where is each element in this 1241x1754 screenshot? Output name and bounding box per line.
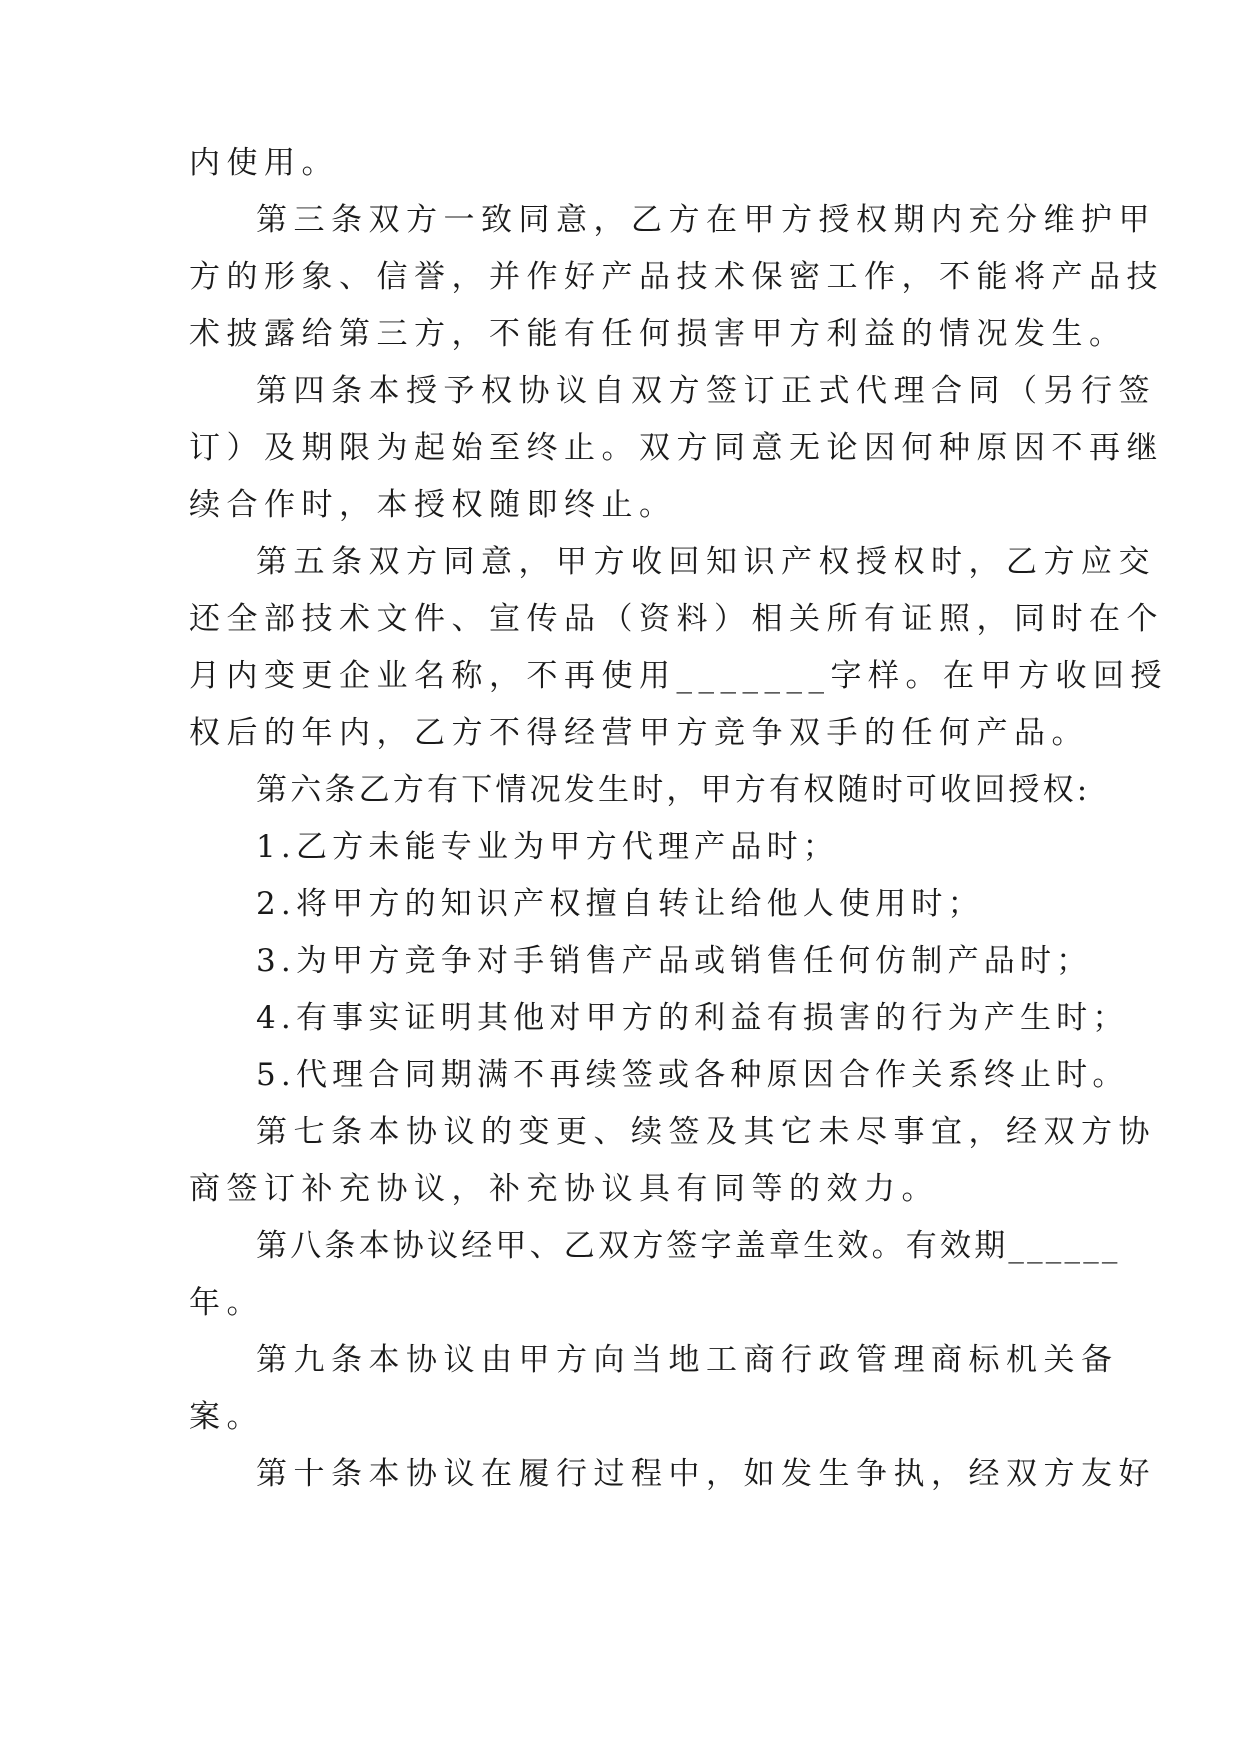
text-line: 商签订补充协议，补充协议具有同等的效力。	[189, 1171, 939, 1207]
list-item: 3.为甲方竞争对手销售产品或销售任何仿制产品时；	[256, 943, 1093, 979]
text-line: 订）及期限为起始至终止。双方同意无论因何种原因不再继	[189, 430, 1164, 466]
text-line: 还全部技术文件、宣传品（资料）相关所有证照，同时在个	[189, 601, 1164, 637]
text-line: 方的形象、信誉，并作好产品技术保密工作，不能将产品技	[189, 259, 1164, 295]
article-10-line: 第十条本协议在履行过程中，如发生争执，经双方友好	[256, 1456, 1156, 1492]
article-6-line: 第六条乙方有下情况发生时，甲方有权随时可收回授权:	[256, 772, 1091, 808]
article-8-line: 第八条本协议经甲、乙双方签字盖章生效。有效期______	[256, 1228, 1121, 1264]
text-line: 术披露给第三方，不能有任何损害甲方利益的情况发生。	[189, 316, 1127, 352]
list-item: 2.将甲方的知识产权擅自转让给他人使用时；	[256, 886, 984, 922]
list-item: 5.代理合同期满不再续签或各种原因合作关系终止时。	[256, 1057, 1129, 1093]
article-3-line: 第三条双方一致同意，乙方在甲方授权期内充分维护甲	[256, 202, 1156, 238]
text-line: 权后的年内，乙方不得经营甲方竞争双手的任何产品。	[189, 715, 1089, 751]
text-line: 案。	[189, 1399, 264, 1435]
list-item: 1.乙方未能专业为甲方代理产品时；	[256, 829, 839, 865]
article-5-line: 第五条双方同意，甲方收回知识产权授权时，乙方应交	[256, 544, 1156, 580]
article-7-line: 第七条本协议的变更、续签及其它未尽事宜，经双方协	[256, 1114, 1156, 1150]
text-line: 年。	[189, 1285, 264, 1321]
article-9-line: 第九条本协议由甲方向当地工商行政管理商标机关备	[256, 1342, 1119, 1378]
text-line: 续合作时，本授权随即终止。	[189, 487, 677, 523]
article-4-line: 第四条本授予权协议自双方签订正式代理合同（另行签	[256, 373, 1156, 409]
list-item: 4.有事实证明其他对甲方的利益有损害的行为产生时；	[256, 1000, 1129, 1036]
text-line: 内使用。	[189, 145, 339, 181]
text-line: 月内变更企业名称，不再使用_______字样。在甲方收回授	[189, 658, 1168, 694]
